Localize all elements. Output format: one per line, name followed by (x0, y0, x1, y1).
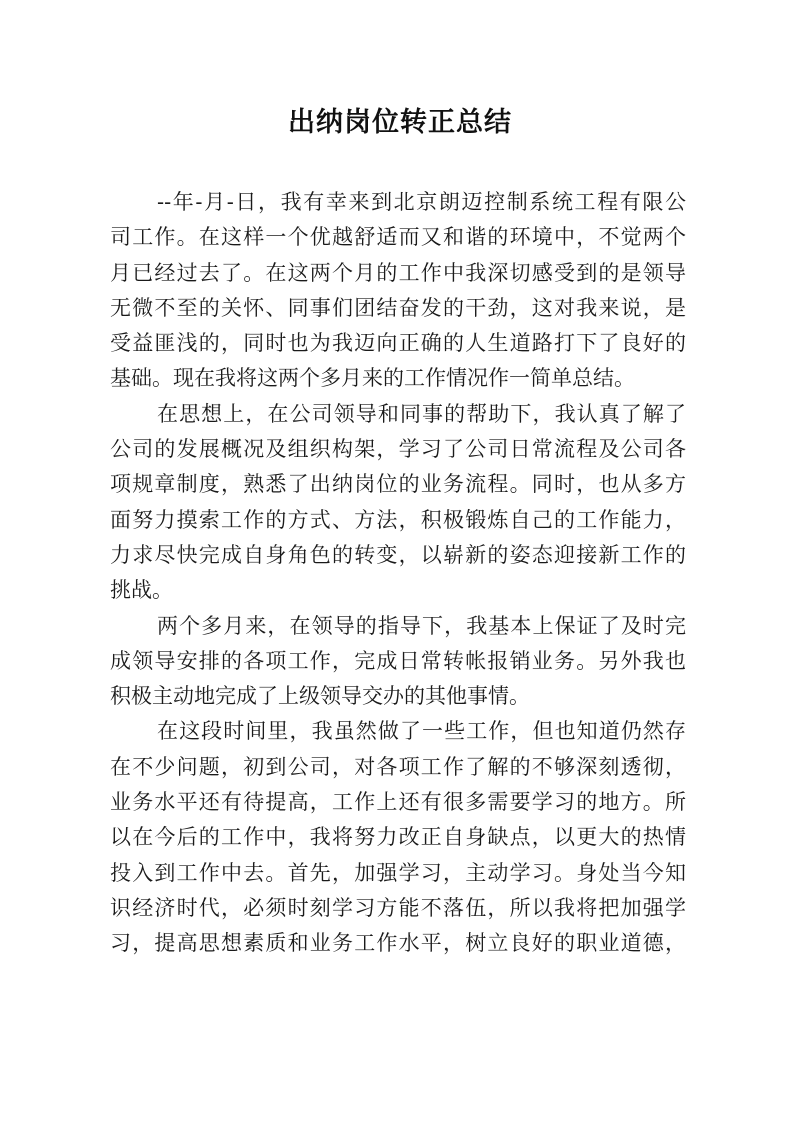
paragraph-line: 面努力摸索工作的方式、方法，积极锻炼自己的工作能力， (110, 507, 686, 532)
paragraph-line: 公司的发展概况及组织构架，学习了公司日常流程及公司各 (110, 437, 686, 462)
paragraph-line: 成领导安排的各项工作，完成日常转帐报销业务。另外我也 (110, 648, 686, 673)
document-body (110, 185, 686, 962)
paragraph-line: 司工作。在这样一个优越舒适而又和谐的环境中，不觉两个 (110, 225, 686, 250)
paragraph-line: 力求尽快完成自身角色的转变，以崭新的姿态迎接新工作的 (110, 542, 686, 567)
paragraph-line: 受益匪浅的，同时也为我迈向正确的人生道路打下了良好的 (110, 331, 686, 356)
paragraph-line: 识经济时代，必须时刻学习方能不落伍，所以我将把加强学 (110, 895, 686, 920)
paragraph-line: 习，提高思想素质和业务工作水平，树立良好的职业道德， (110, 931, 686, 956)
paragraph-line: 积极主动地完成了上级领导交办的其他事情。 (110, 684, 530, 709)
paragraph (110, 609, 686, 715)
paragraph-line: 在不少问题，初到公司，对各项工作了解的不够深刻透彻， (110, 754, 686, 779)
paragraph-line: 以在今后的工作中，我将努力改正自身缺点，以更大的热情 (110, 825, 686, 850)
paragraph-line: 两个多月来，在领导的指导下，我基本上保证了及时完 (157, 613, 686, 638)
paragraph-line: --年-月-日，我有幸来到北京朗迈控制系统工程有限公 (157, 190, 686, 214)
paragraph-line: 基础。现在我将这两个多月来的工作情况作一简单总结。 (110, 366, 635, 391)
paragraph (110, 714, 686, 961)
paragraph-line: 无微不至的关怀、同事们团结奋发的干劲，这对我来说，是 (110, 295, 686, 320)
paragraph-line: 在思想上，在公司领导和同事的帮助下，我认真了解了 (157, 401, 686, 426)
paragraph-line: 在这段时间里，我虽然做了一些工作，但也知道仍然存 (157, 719, 686, 744)
document-title: 出纳岗位转正总结 (288, 107, 512, 138)
paragraph-line: 月已经过去了。在这两个月的工作中我深切感受到的是领导 (110, 260, 686, 285)
paragraph-line: 挑战。 (110, 578, 173, 603)
paragraph-line: 项规章制度，熟悉了出纳岗位的业务流程。同时，也从多方 (110, 472, 686, 497)
paragraph-line: 投入到工作中去。首先，加强学习，主动学习。身处当今知 (110, 860, 686, 885)
paragraph-line: 业务水平还有待提高，工作上还有很多需要学习的地方。所 (110, 790, 686, 815)
paragraph (110, 397, 686, 609)
paragraph (110, 185, 686, 397)
